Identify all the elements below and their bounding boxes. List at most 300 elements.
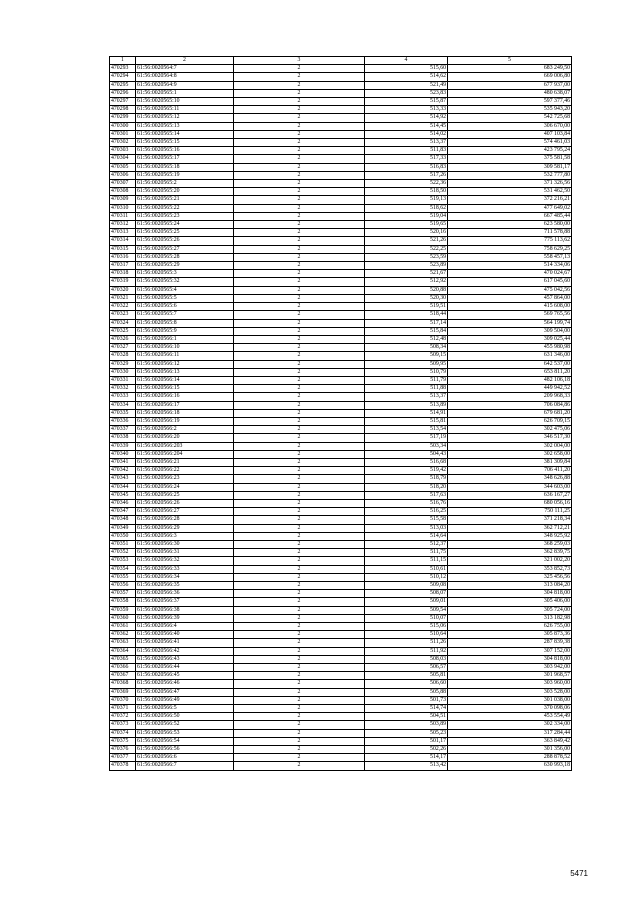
table-cell-col-2: 61:56:0020565:11 [136, 106, 234, 114]
table-cell-col-5: 304 818,00 [448, 590, 572, 598]
table-cell-col-2: 61:56:0020566:43 [136, 655, 234, 663]
table-cell-col-2: 61:56:0020566:47 [136, 688, 234, 696]
table-cell-col-2: 61:56:0020566:5 [136, 705, 234, 713]
table-row [110, 623, 572, 631]
table-cell-col-4: 512,37 [365, 540, 448, 548]
table-cell-col-4: 505,23 [365, 729, 448, 737]
table-cell-col-1: 470326 [110, 335, 136, 343]
table-cell-col-5: 532 777,80 [448, 171, 572, 179]
table-cell-col-5: 542 725,68 [448, 114, 572, 122]
table-cell-col-5: 348 925,92 [448, 532, 572, 540]
table-cell-col-1: 470361 [110, 623, 136, 631]
table-cell-col-5: 470 024,67 [448, 270, 572, 278]
table-row [110, 327, 572, 335]
table-cell-col-1: 470306 [110, 171, 136, 179]
table-cell-col-1: 470335 [110, 409, 136, 417]
table-cell-col-4: 519,13 [365, 196, 448, 204]
table-cell-col-2: 61:56:0020566:54 [136, 737, 234, 745]
table-cell-col-1: 470334 [110, 401, 136, 409]
table-cell-col-5: 370 098,06 [448, 705, 572, 713]
table-cell-col-2: 61:56:0020566:23 [136, 475, 234, 483]
table-cell-col-3: 2 [234, 204, 365, 212]
table-cell-col-2: 61:56:0020565:4 [136, 286, 234, 294]
table-cell-col-4: 519,42 [365, 467, 448, 475]
table-cell-col-4: 519,04 [365, 212, 448, 220]
table-cell-col-1: 470339 [110, 442, 136, 450]
table-cell-col-1: 470330 [110, 368, 136, 376]
table-cell-col-3: 2 [234, 565, 365, 573]
table-cell-col-1: 470358 [110, 598, 136, 606]
table-cell-col-3: 2 [234, 171, 365, 179]
table-cell-col-4: 511,92 [365, 647, 448, 655]
table-cell-col-2: 61:56:0020565:23 [136, 212, 234, 220]
table-cell-col-1: 470374 [110, 729, 136, 737]
table-cell-col-2: 61:56:0020566:45 [136, 672, 234, 680]
table-cell-col-2: 61:56:0020565:13 [136, 122, 234, 130]
table-cell-col-5: 305 406,00 [448, 598, 572, 606]
table-row [110, 582, 572, 590]
table-cell-col-4: 517,14 [365, 319, 448, 327]
table-row [110, 590, 572, 598]
table-cell-col-4: 513,03 [365, 524, 448, 532]
table-row [110, 475, 572, 483]
table-cell-col-3: 2 [234, 729, 365, 737]
table-cell-col-5: 313 182,98 [448, 614, 572, 622]
table-cell-col-4: 511,26 [365, 639, 448, 647]
table-cell-col-5: 372 216,21 [448, 196, 572, 204]
table-cell-col-4: 513,37 [365, 393, 448, 401]
table-cell-col-3: 2 [234, 458, 365, 466]
table-cell-col-2: 61:56:0020565:20 [136, 188, 234, 196]
table-row [110, 360, 572, 368]
table-cell-col-1: 470349 [110, 524, 136, 532]
table-row [110, 122, 572, 130]
table-cell-col-5: 288 878,52 [448, 754, 572, 762]
table-row [110, 294, 572, 302]
table-cell-col-1: 470368 [110, 680, 136, 688]
table-cell-col-3: 2 [234, 713, 365, 721]
table-cell-col-2: 61:56:0020566:3 [136, 532, 234, 540]
table-cell-col-1: 470378 [110, 762, 136, 770]
table-cell-col-3: 2 [234, 540, 365, 548]
table-cell-col-3: 2 [234, 647, 365, 655]
table-cell-col-4: 514,02 [365, 130, 448, 138]
table-cell-col-1: 470304 [110, 155, 136, 163]
table-cell-col-5: 209 968,33 [448, 393, 572, 401]
table-cell-col-2: 61:56:0020566:44 [136, 664, 234, 672]
table-cell-col-1: 470314 [110, 237, 136, 245]
table-cell-col-5: 309 581,17 [448, 163, 572, 171]
table-cell-col-2: 61:56:0020566:36 [136, 590, 234, 598]
header-cell-3: 3 [234, 57, 365, 65]
table-cell-col-2: 61:56:0020566:4 [136, 623, 234, 631]
table-cell-col-1: 470366 [110, 664, 136, 672]
table-cell-col-2: 61:56:0020565:3 [136, 270, 234, 278]
table-cell-col-4: 509,01 [365, 598, 448, 606]
table-row [110, 664, 572, 672]
table-cell-col-1: 470338 [110, 434, 136, 442]
table-cell-col-2: 61:56:0020566:20 [136, 434, 234, 442]
table-row [110, 221, 572, 229]
table-cell-col-1: 470363 [110, 639, 136, 647]
table-cell-col-5: 309 025,44 [448, 335, 572, 343]
table-cell-col-5: 381 309,84 [448, 458, 572, 466]
table-cell-col-1: 470356 [110, 582, 136, 590]
table-cell-col-5: 303 942,00 [448, 664, 572, 672]
table-cell-col-3: 2 [234, 762, 365, 770]
table-cell-col-1: 470364 [110, 647, 136, 655]
table-row [110, 696, 572, 704]
table-cell-col-3: 2 [234, 221, 365, 229]
table-cell-col-3: 2 [234, 631, 365, 639]
table-cell-col-3: 2 [234, 368, 365, 376]
table-cell-col-5: 449 942,52 [448, 385, 572, 393]
table-cell-col-1: 470372 [110, 713, 136, 721]
table-cell-col-3: 2 [234, 188, 365, 196]
table-cell-col-1: 470310 [110, 204, 136, 212]
table-row [110, 705, 572, 713]
table-cell-col-1: 470355 [110, 573, 136, 581]
table-row [110, 368, 572, 376]
table-cell-col-3: 2 [234, 393, 365, 401]
header-cell-5: 5 [448, 57, 572, 65]
table-cell-col-2: 61:56:0020566:37 [136, 598, 234, 606]
table-cell-col-3: 2 [234, 130, 365, 138]
table-cell-col-2: 61:56:0020566:26 [136, 499, 234, 507]
table-cell-col-3: 2 [234, 426, 365, 434]
table-cell-col-5: 683 249,50 [448, 65, 572, 73]
table-row [110, 655, 572, 663]
table-cell-col-4: 506,60 [365, 680, 448, 688]
table-cell-col-2: 61:56:0020565:7 [136, 311, 234, 319]
table-cell-col-1: 470321 [110, 294, 136, 302]
table-cell-col-1: 470351 [110, 540, 136, 548]
table-cell-col-1: 470300 [110, 122, 136, 130]
table-row [110, 163, 572, 171]
table-cell-col-4: 511,83 [365, 147, 448, 155]
table-cell-col-3: 2 [234, 417, 365, 425]
table-row [110, 319, 572, 327]
table-cell-col-1: 470327 [110, 344, 136, 352]
table-cell-col-3: 2 [234, 532, 365, 540]
table-cell-col-2: 61:56:0020566:31 [136, 549, 234, 557]
table-cell-col-4: 514,64 [365, 532, 448, 540]
table-cell-col-3: 2 [234, 614, 365, 622]
table-cell-col-5: 750 111,25 [448, 508, 572, 516]
table-row [110, 491, 572, 499]
table-row [110, 540, 572, 548]
table-cell-col-3: 2 [234, 450, 365, 458]
table-cell-col-3: 2 [234, 311, 365, 319]
table-cell-col-2: 61:56:0020566:46 [136, 680, 234, 688]
table-cell-col-2: 61:56:0020566:53 [136, 729, 234, 737]
table-cell-col-4: 510,64 [365, 631, 448, 639]
table-cell-col-5: 457 864,00 [448, 294, 572, 302]
table-cell-col-5: 775 113,62 [448, 237, 572, 245]
table-cell-col-4: 512,48 [365, 335, 448, 343]
table-cell-col-3: 2 [234, 606, 365, 614]
table-cell-col-5: 531 462,50 [448, 188, 572, 196]
table-cell-col-1: 470347 [110, 508, 136, 516]
table-cell-col-4: 517,19 [365, 434, 448, 442]
header-cell-1: 1 [110, 57, 136, 65]
table-cell-col-1: 470299 [110, 114, 136, 122]
table-cell-col-2: 61:56:0020566:42 [136, 647, 234, 655]
table-row [110, 532, 572, 540]
table-row [110, 139, 572, 147]
table-cell-col-2: 61:56:0020566:30 [136, 540, 234, 548]
table-cell-col-4: 504,51 [365, 713, 448, 721]
table-cell-col-1: 470348 [110, 516, 136, 524]
table-cell-col-1: 470336 [110, 417, 136, 425]
table-cell-col-4: 514,62 [365, 73, 448, 81]
table-cell-col-2: 61:56:0020565:16 [136, 147, 234, 155]
table-cell-col-2: 61:56:0020565:15 [136, 139, 234, 147]
table-cell-col-5: 453 554,49 [448, 713, 572, 721]
table-row [110, 762, 572, 770]
table-cell-col-5: 711 578,88 [448, 229, 572, 237]
table-cell-col-4: 523,89 [365, 262, 448, 270]
table-cell-col-5: 371 218,34 [448, 516, 572, 524]
table-cell-col-3: 2 [234, 344, 365, 352]
table-cell-col-2: 61:56:0020566:7 [136, 762, 234, 770]
table-cell-col-5: 626 709,15 [448, 417, 572, 425]
table-row [110, 196, 572, 204]
table-cell-col-2: 61:56:0020566:13 [136, 368, 234, 376]
table-cell-col-4: 516,76 [365, 499, 448, 507]
table-cell-col-5: 301 356,00 [448, 746, 572, 754]
table-cell-col-2: 61:56:0020565:18 [136, 163, 234, 171]
table-row [110, 631, 572, 639]
table-cell-col-2: 61:56:0020565:2 [136, 180, 234, 188]
table-cell-col-4: 514,74 [365, 705, 448, 713]
table-row [110, 237, 572, 245]
table-cell-col-1: 470302 [110, 139, 136, 147]
table-cell-col-4: 515,58 [365, 516, 448, 524]
table-cell-col-1: 470318 [110, 270, 136, 278]
table-cell-col-3: 2 [234, 491, 365, 499]
table-cell-col-5: 455 980,98 [448, 344, 572, 352]
table-cell-col-3: 2 [234, 278, 365, 286]
table-cell-col-5: 653 811,20 [448, 368, 572, 376]
table-row [110, 229, 572, 237]
table-cell-col-3: 2 [234, 754, 365, 762]
table-cell-col-1: 470376 [110, 746, 136, 754]
table-row [110, 212, 572, 220]
table-cell-col-2: 61:56:0020566:19 [136, 417, 234, 425]
table-cell-col-3: 2 [234, 499, 365, 507]
table-cell-col-4: 513,54 [365, 426, 448, 434]
table-row [110, 155, 572, 163]
table-row [110, 344, 572, 352]
table-cell-col-2: 61:56:0020565:27 [136, 245, 234, 253]
table-row [110, 188, 572, 196]
table-cell-col-4: 508,07 [365, 590, 448, 598]
table-cell-col-3: 2 [234, 180, 365, 188]
table-cell-col-5: 535 943,20 [448, 106, 572, 114]
table-cell-col-1: 470317 [110, 262, 136, 270]
table-cell-col-2: 61:56:0020566:10 [136, 344, 234, 352]
table-cell-col-1: 470295 [110, 81, 136, 89]
table-cell-col-2: 61:56:0020566:50 [136, 713, 234, 721]
table-cell-col-2: 61:56:0020564:9 [136, 81, 234, 89]
table-cell-col-4: 523,83 [365, 89, 448, 97]
table-cell-col-3: 2 [234, 245, 365, 253]
table-cell-col-3: 2 [234, 106, 365, 114]
table-cell-col-3: 2 [234, 442, 365, 450]
table-cell-col-1: 470353 [110, 557, 136, 565]
table-cell-col-5: 423 795,24 [448, 147, 572, 155]
table-cell-col-3: 2 [234, 335, 365, 343]
table-cell-col-4: 503,34 [365, 442, 448, 450]
table-cell-col-2: 61:56:0020566:18 [136, 409, 234, 417]
table-cell-col-1: 470331 [110, 376, 136, 384]
table-cell-col-2: 61:56:0020565:28 [136, 253, 234, 261]
table-cell-col-2: 61:56:0020566:16 [136, 393, 234, 401]
table-cell-col-2: 61:56:0020566:32 [136, 557, 234, 565]
table-cell-col-3: 2 [234, 524, 365, 532]
table-cell-col-5: 706 411,20 [448, 467, 572, 475]
table-cell-col-4: 514,92 [365, 114, 448, 122]
table-cell-col-1: 470359 [110, 606, 136, 614]
table-cell-col-4: 504,43 [365, 450, 448, 458]
table-cell-col-1: 470313 [110, 229, 136, 237]
table-cell-col-5: 325 456,56 [448, 573, 572, 581]
table-cell-col-5: 346 517,30 [448, 434, 572, 442]
table-cell-col-3: 2 [234, 294, 365, 302]
table-cell-col-1: 470367 [110, 672, 136, 680]
table-cell-col-4: 516,25 [365, 508, 448, 516]
table-cell-col-1: 470377 [110, 754, 136, 762]
table-cell-col-5: 574 461,03 [448, 139, 572, 147]
table-cell-col-5: 667 485,44 [448, 212, 572, 220]
table-cell-col-1: 470294 [110, 73, 136, 81]
table-cell-col-5: 475 042,56 [448, 286, 572, 294]
table-cell-col-3: 2 [234, 262, 365, 270]
table-row [110, 713, 572, 721]
table-cell-col-3: 2 [234, 590, 365, 598]
table-cell-col-4: 511,75 [365, 549, 448, 557]
table-row [110, 245, 572, 253]
table-cell-col-2: 61:56:0020566:204 [136, 450, 234, 458]
table-cell-col-1: 470308 [110, 188, 136, 196]
table-cell-col-4: 512,92 [365, 278, 448, 286]
table-cell-col-1: 470319 [110, 278, 136, 286]
table-cell-col-2: 61:56:0020565:10 [136, 98, 234, 106]
table-row [110, 147, 572, 155]
table-cell-col-3: 2 [234, 303, 365, 311]
table-cell-col-5: 305 724,00 [448, 606, 572, 614]
table-cell-col-4: 503,89 [365, 721, 448, 729]
table-cell-col-3: 2 [234, 664, 365, 672]
table-cell-col-4: 509,08 [365, 582, 448, 590]
table-cell-col-4: 513,89 [365, 401, 448, 409]
table-cell-col-2: 61:56:0020564:8 [136, 73, 234, 81]
table-cell-col-2: 61:56:0020565:6 [136, 303, 234, 311]
table-cell-col-2: 61:56:0020566:27 [136, 508, 234, 516]
table-cell-col-3: 2 [234, 549, 365, 557]
table-cell-col-2: 61:56:0020566:49 [136, 696, 234, 704]
table-row [110, 458, 572, 466]
table-header [110, 57, 572, 65]
table-cell-col-4: 511,15 [365, 557, 448, 565]
table-cell-col-5: 597 377,46 [448, 98, 572, 106]
table-cell-col-2: 61:56:0020565:9 [136, 327, 234, 335]
table-cell-col-4: 521,26 [365, 237, 448, 245]
table-cell-col-4: 514,17 [365, 754, 448, 762]
table-cell-col-2: 61:56:0020566:28 [136, 516, 234, 524]
table-cell-col-1: 470297 [110, 98, 136, 106]
table-cell-col-1: 470298 [110, 106, 136, 114]
table-cell-col-1: 470328 [110, 352, 136, 360]
table-cell-col-4: 510,79 [365, 368, 448, 376]
table-cell-col-2: 61:56:0020566:21 [136, 458, 234, 466]
table-cell-col-2: 61:56:0020565:29 [136, 262, 234, 270]
table-cell-col-2: 61:56:0020566:25 [136, 491, 234, 499]
table-cell-col-3: 2 [234, 516, 365, 524]
table-row [110, 65, 572, 73]
table-cell-col-1: 470362 [110, 631, 136, 639]
table-cell-col-4: 510,61 [365, 565, 448, 573]
table-row [110, 754, 572, 762]
table-cell-col-5: 626 755,00 [448, 623, 572, 631]
table-cell-col-5: 679 681,20 [448, 409, 572, 417]
table-cell-col-4: 518,79 [365, 475, 448, 483]
table-cell-col-1: 470375 [110, 737, 136, 745]
table-cell-col-5: 301 968,57 [448, 672, 572, 680]
table-cell-col-5: 480 638,07 [448, 89, 572, 97]
table-cell-col-2: 61:56:0020566:34 [136, 573, 234, 581]
table-cell-col-1: 470333 [110, 393, 136, 401]
table-cell-col-5: 677 937,00 [448, 81, 572, 89]
table-cell-col-2: 61:56:0020566:38 [136, 606, 234, 614]
table-cell-col-1: 470324 [110, 319, 136, 327]
table-row [110, 171, 572, 179]
table-cell-col-5: 353 852,73 [448, 565, 572, 573]
table-cell-col-5: 680 056,16 [448, 499, 572, 507]
table-cell-col-2: 61:56:0020566:33 [136, 565, 234, 573]
table-cell-col-2: 61:56:0020565:12 [136, 114, 234, 122]
table-row [110, 385, 572, 393]
table-cell-col-4: 515,60 [365, 65, 448, 73]
table-cell-col-4: 511,88 [365, 385, 448, 393]
table-cell-col-5: 313 084,20 [448, 582, 572, 590]
table-cell-col-1: 470343 [110, 475, 136, 483]
table-cell-col-3: 2 [234, 139, 365, 147]
table-cell-col-2: 61:56:0020566:15 [136, 385, 234, 393]
table-row [110, 647, 572, 655]
table-row [110, 565, 572, 573]
table-cell-col-3: 2 [234, 98, 365, 106]
table-cell-col-3: 2 [234, 352, 365, 360]
table-cell-col-4: 518,50 [365, 188, 448, 196]
table-row [110, 253, 572, 261]
table-cell-col-1: 470341 [110, 458, 136, 466]
table-row [110, 516, 572, 524]
table-cell-col-2: 61:56:0020565:14 [136, 130, 234, 138]
table-row [110, 746, 572, 754]
table-cell-col-3: 2 [234, 114, 365, 122]
table-cell-col-2: 61:56:0020566:40 [136, 631, 234, 639]
table-cell-col-1: 470307 [110, 180, 136, 188]
table-cell-col-3: 2 [234, 65, 365, 73]
table-cell-col-3: 2 [234, 155, 365, 163]
table-cell-col-5: 344 603,00 [448, 483, 572, 491]
table-cell-col-2: 61:56:0020566:24 [136, 483, 234, 491]
table-cell-col-3: 2 [234, 147, 365, 155]
table-cell-col-3: 2 [234, 672, 365, 680]
table-cell-col-1: 470344 [110, 483, 136, 491]
